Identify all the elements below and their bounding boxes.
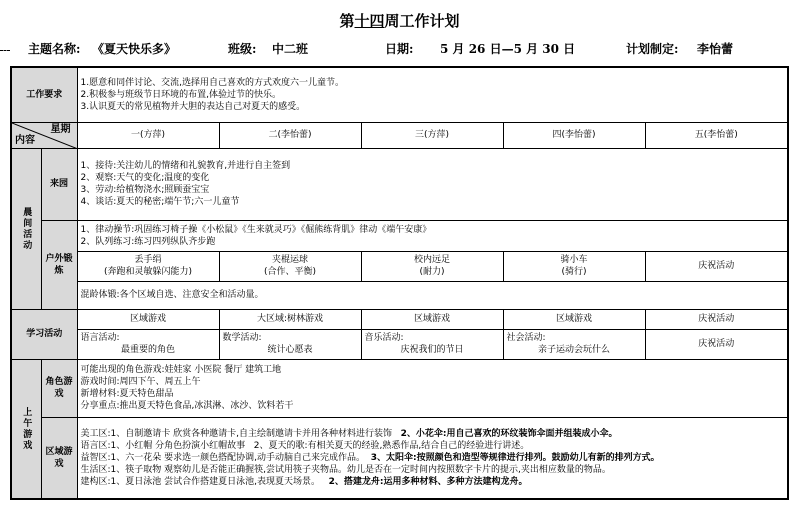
arrival-item: 1、接待:关注幼儿的情绪和礼貌教育,并进行自主签到 xyxy=(80,161,291,171)
morning-games-label: 上午游戏 xyxy=(11,359,41,499)
day-header: 二(李怡蕾) xyxy=(219,122,361,148)
day-header: 三(方萍) xyxy=(361,122,503,148)
theme-label: 主题名称: xyxy=(28,42,81,56)
day-header: 四(李怡蕾) xyxy=(503,122,645,148)
requirements-row xyxy=(11,67,788,122)
class-value: 中二班 xyxy=(272,42,309,56)
maker-label: 计划制定: xyxy=(626,42,679,56)
role-play-item: 游戏时间:周四下午、周五上午 xyxy=(80,377,201,387)
arrival-item: 4、谈话:夏天的秘密;端午节;六一儿童节 xyxy=(80,197,240,207)
corner-cell xyxy=(11,122,77,148)
outdoor-exercise-content xyxy=(77,220,788,251)
weekly-plan-table xyxy=(10,66,789,500)
outdoor-game: 骑小车 (骑行) xyxy=(503,251,645,281)
requirement-item: 3.认识夏天的常见植物并大胆的表达自己对夏天的感受。 xyxy=(80,101,306,112)
area-games-row xyxy=(11,417,788,499)
outdoor-exercise-label: 户外锻炼 xyxy=(41,220,77,309)
area-item: 美工区:1、自制邀请卡 欣赏各种邀请卡,自主绘制邀请卡并用各种材料进行装饰 2、小花伞:用自己喜欢的环纹装饰伞面并组装成小伞。 xyxy=(80,428,618,439)
role-play-row xyxy=(11,359,788,417)
study-lesson: 社会活动: 亲子运动会玩什么 xyxy=(503,329,645,359)
study-cell: 区域游戏 xyxy=(77,309,219,329)
date-value: 5 月 26 日—5 月 30 日 xyxy=(440,42,576,56)
study-lesson: 音乐活动: 庆祝我们的节日 xyxy=(361,329,503,359)
outdoor-item: 1、律动操节:巩固练习椅子操《小松鼠》《生来就灵巧》《倔熊练背肌》律动《端午安康》 xyxy=(80,224,432,235)
role-play-content xyxy=(77,359,788,417)
role-play-item: 分享重点:推出夏天特色食品,冰淇淋、冰沙、饮料若干 xyxy=(80,401,294,411)
study-row-1 xyxy=(11,309,788,329)
role-play-item: 新增材料:夏天特色甜品 xyxy=(80,389,174,399)
outdoor-item: 2、队列练习:练习四列纵队齐步跑 xyxy=(80,236,216,247)
arrival-item: 2、观察:天气的变化;温度的变化 xyxy=(80,173,210,183)
area-games-content xyxy=(77,417,788,499)
study-activity-label: 学习活动 xyxy=(11,309,77,359)
class-label: 班级: xyxy=(228,42,257,56)
area-item: 生活区:1、筷子取物 观察幼儿是否能正确握筷,尝试用筷子夹物品。幼儿是否在一定时间内按照数字卡片的提示,夹出相应数量的物品。 xyxy=(80,464,611,475)
study-lesson: 庆祝活动 xyxy=(645,329,788,359)
plan-header xyxy=(0,40,799,60)
requirements-label: 工作要求 xyxy=(11,67,77,122)
role-play-item: 可能出现的角色游戏:娃娃家 小医院 餐厅 建筑工地 xyxy=(80,365,282,375)
corner-content-label: 内容 xyxy=(15,134,35,146)
day-header: 一(方萍) xyxy=(77,122,219,148)
week-number: 十四 xyxy=(354,12,385,30)
requirements-content xyxy=(77,67,788,122)
theme-value: 《夏天快乐多》 xyxy=(92,42,177,56)
mixed-age-row xyxy=(11,281,788,309)
requirement-item: 1.愿意和同伴讨论、交流,选择用自己喜欢的方式欢度六一儿童节。 xyxy=(80,77,344,88)
area-games-label: 区域游戏 xyxy=(41,417,77,499)
day-header: 五(李怡蕾) xyxy=(645,122,788,148)
study-cell: 大区域:树林游戏 xyxy=(219,309,361,329)
study-lesson: 语言活动: 最重要的角色 xyxy=(77,329,219,359)
date-label: 日期: xyxy=(385,42,414,56)
days-header-row xyxy=(11,122,788,148)
study-row-2 xyxy=(11,329,788,359)
area-item: 语言区:1、小红帽 分角色扮演小红帽故事 2、夏天的歌:有相关夏天的经验,熟悉作品,结合自己的经验进行讲述。 xyxy=(80,440,530,451)
study-cell: 庆祝活动 xyxy=(645,309,788,329)
morning-activity-label: 晨间活动 xyxy=(11,148,41,309)
arrival-label: 来园 xyxy=(41,148,77,220)
outdoor-exercise-row xyxy=(11,220,788,251)
page-title: 第十四周工作计划 xyxy=(339,12,460,30)
area-item: 建构区:1、夏日泳池 尝试合作搭建夏日泳池,表现夏天场景。 2、搭建龙舟:运用多种材料、多种方法建构龙舟。 xyxy=(80,476,528,487)
study-cell: 区域游戏 xyxy=(503,309,645,329)
requirement-item: 2.积极参与班级节日环境的布置,体验过节的快乐。 xyxy=(80,89,281,100)
outdoor-game: 庆祝活动 xyxy=(645,251,788,281)
outdoor-game: 校内远足 (耐力) xyxy=(361,251,503,281)
arrival-item: 3、劳动:给植物浇水;照顾蚕宝宝 xyxy=(80,185,210,195)
outdoor-game: 丢手绢 (奔跑和灵敏躲闪能力) xyxy=(77,251,219,281)
mixed-age-exercise: 混龄体锻:各个区域自选、注意安全和活动量。 xyxy=(77,281,788,309)
role-play-label: 角色游戏 xyxy=(41,359,77,417)
corner-weekday-label: 星期 xyxy=(50,123,71,135)
outdoor-game: 夹棍运球 (合作、平衡) xyxy=(219,251,361,281)
study-lesson: 数学活动: 统计心愿表 xyxy=(219,329,361,359)
arrival-row xyxy=(11,148,788,220)
outdoor-games-row xyxy=(11,251,788,281)
study-cell: 区域游戏 xyxy=(361,309,503,329)
maker-value: 李怡蕾 xyxy=(697,42,734,56)
area-item: 益智区:1、六一花朵 要求选一颜色搭配协调,动手动脑自己来完成作品。 3、太阳伞:按照颜色和造型等规律进行排列。鼓励幼儿有新的排列方式。 xyxy=(80,452,660,463)
arrival-content xyxy=(77,148,788,220)
